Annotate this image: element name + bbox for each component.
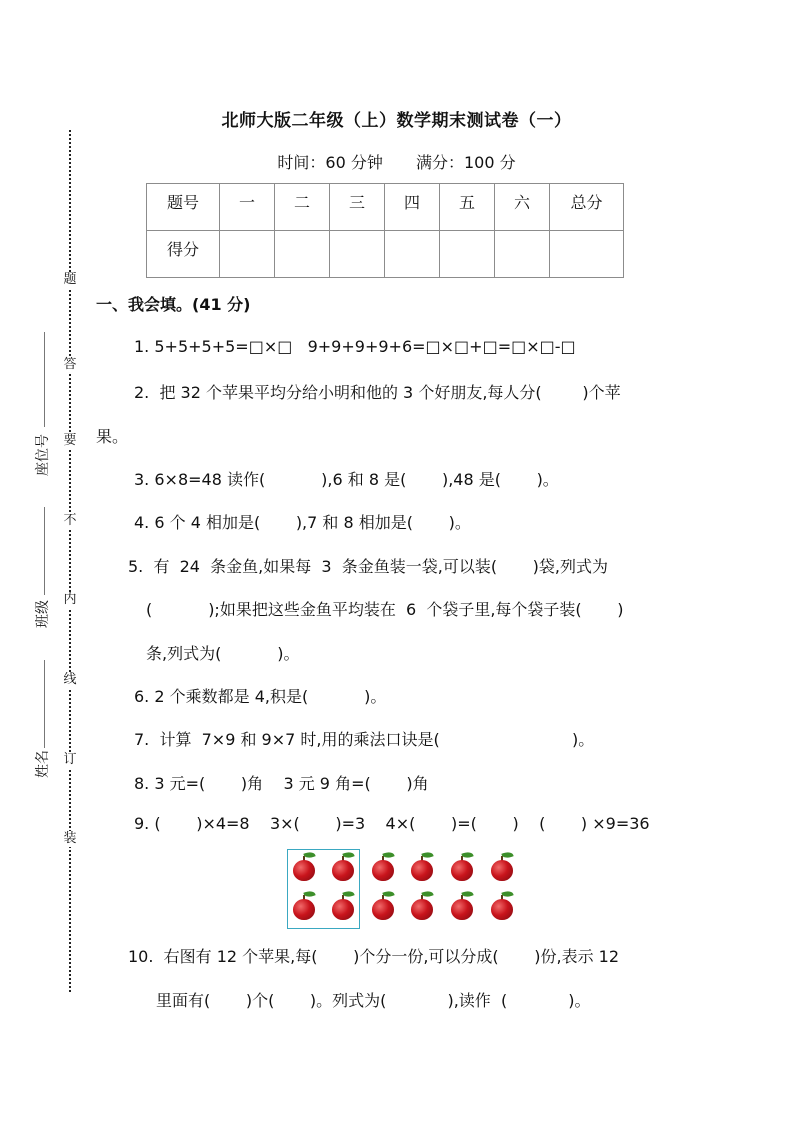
binding-char: 装 — [63, 831, 77, 846]
binding-char: 不 — [63, 513, 77, 528]
table-cell: 总分 — [550, 184, 624, 231]
question-5-continued: 条,列式为( )。 — [146, 644, 300, 663]
score-table-score-row — [147, 231, 624, 278]
seat-number-field[interactable] — [44, 332, 45, 427]
section-heading: 一、我会填。(41 分) — [96, 295, 251, 314]
table-cell: 六 — [495, 184, 550, 231]
page-title: 北师大版二年级（上）数学期末测试卷（一） — [221, 111, 572, 131]
apple-icon — [489, 852, 515, 882]
question-5: 5. 有 24 条金鱼,如果每 3 条金鱼装一袋,可以装( )袋,列式为 — [128, 557, 609, 576]
apple-icon — [409, 891, 435, 921]
score-cell[interactable] — [495, 231, 550, 278]
binding-char: 内 — [63, 592, 77, 607]
question-4: 4. 6 个 4 相加是( ),7 和 8 相加是( )。 — [134, 513, 471, 532]
question-5-continued: ( );如果把这些金鱼平均装在 6 个袋子里,每个袋子装( ) — [146, 600, 624, 619]
binding-char: 题 — [63, 272, 77, 287]
apple-icon — [291, 891, 317, 921]
name-label: 姓名 — [35, 750, 51, 778]
table-cell: 得分 — [147, 231, 220, 278]
question-1: 1. 5+5+5+5=□×□ 9+9+9+9+6=□×□+□=□×□-□ — [134, 337, 576, 356]
class-label: 班级 — [35, 600, 51, 628]
question-3: 3. 6×8=48 读作( ),6 和 8 是( ),48 是( )。 — [134, 470, 559, 489]
score-table-header-row — [147, 184, 624, 231]
time-limit: 时间：60 分钟 — [277, 153, 383, 172]
binding-char: 要 — [63, 433, 77, 448]
binding-char: 订 — [63, 752, 77, 767]
score-table — [146, 183, 624, 278]
table-cell: 五 — [440, 184, 495, 231]
score-cell[interactable] — [550, 231, 624, 278]
question-10: 10. 右图有 12 个苹果,每( )个分一份,可以分成( )份,表示 12 — [128, 947, 620, 966]
class-field[interactable] — [44, 507, 45, 595]
binding-char: 答 — [63, 357, 77, 372]
seat-number-label: 座位号 — [35, 434, 51, 476]
question-7: 7. 计算 7×9 和 9×7 时,用的乘法口诀是( )。 — [134, 730, 595, 749]
question-8: 8. 3 元=( )角 3 元 9 角=( )角 — [134, 774, 429, 793]
apple-icon — [291, 852, 317, 882]
name-field[interactable] — [44, 660, 45, 748]
table-cell: 一 — [220, 184, 275, 231]
table-cell: 题号 — [147, 184, 220, 231]
question-9: 9. ( )×4=8 3×( )=3 4×( )=( ) ( ) ×9=36 — [134, 814, 650, 833]
question-10-continued: 里面有( )个( )。列式为( ),读作 ( )。 — [156, 991, 591, 1010]
table-cell: 四 — [385, 184, 440, 231]
binding-dotted-line — [69, 130, 71, 992]
score-cell[interactable] — [385, 231, 440, 278]
score-cell[interactable] — [330, 231, 385, 278]
question-2: 2. 把 32 个苹果平均分给小明和他的 3 个好朋友,每人分( )个苹 — [134, 383, 621, 402]
apple-icon — [489, 891, 515, 921]
score-cell[interactable] — [440, 231, 495, 278]
table-cell: 三 — [330, 184, 385, 231]
binding-char: 线 — [63, 672, 77, 687]
score-cell[interactable] — [275, 231, 330, 278]
question-2-continued: 果。 — [96, 427, 129, 446]
apple-icon — [370, 852, 396, 882]
table-cell: 二 — [275, 184, 330, 231]
apple-figure — [287, 849, 527, 931]
question-6: 6. 2 个乘数都是 4,积是( )。 — [134, 687, 387, 706]
score-cell[interactable] — [220, 231, 275, 278]
apple-icon — [330, 891, 356, 921]
apple-icon — [409, 852, 435, 882]
apple-icon — [449, 891, 475, 921]
apple-icon — [449, 852, 475, 882]
apple-icon — [330, 852, 356, 882]
apple-icon — [370, 891, 396, 921]
exam-meta — [0, 150, 793, 173]
full-score: 满分：100 分 — [415, 153, 516, 172]
